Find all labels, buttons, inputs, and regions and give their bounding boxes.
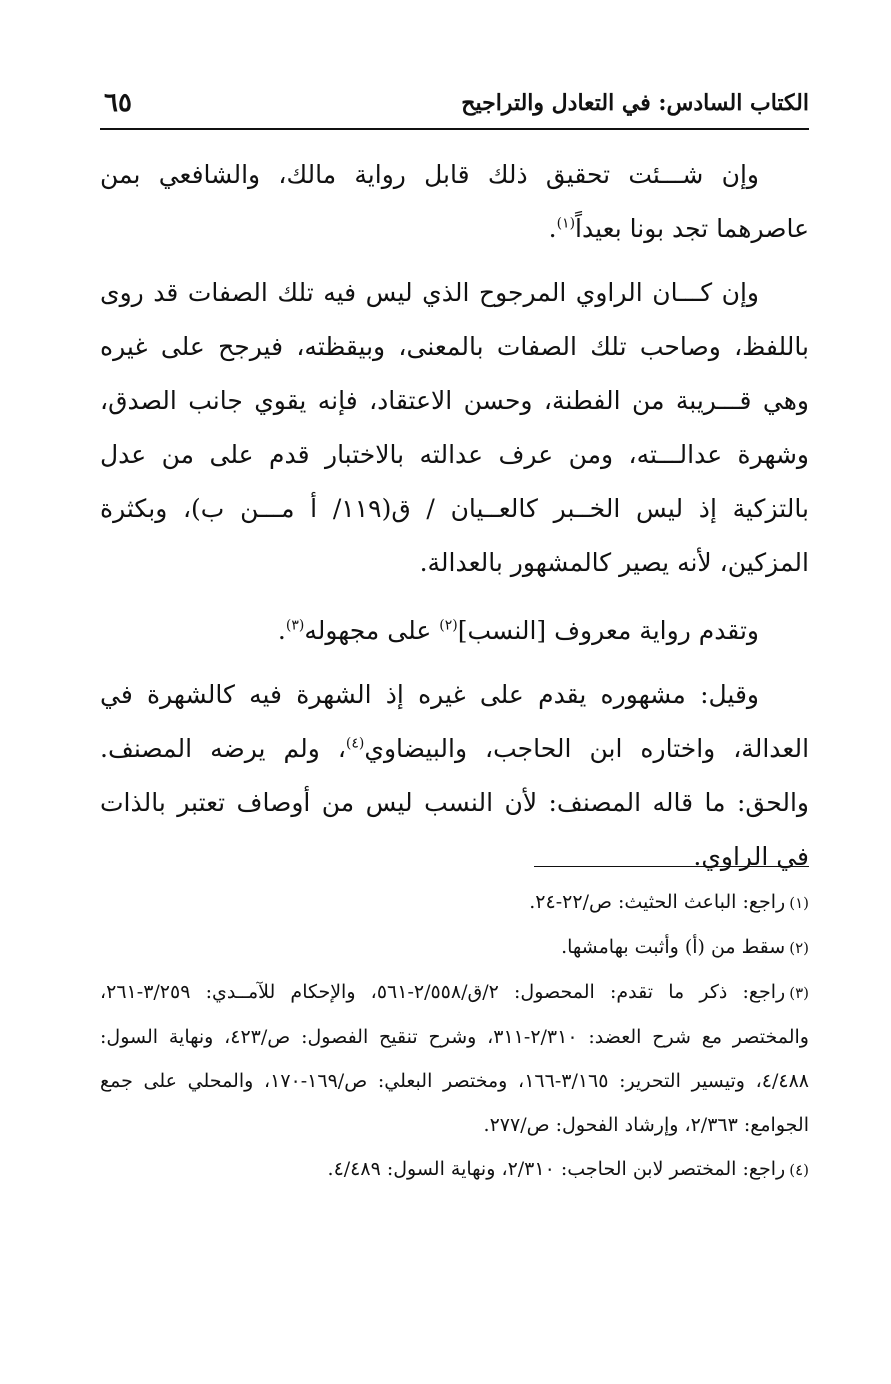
paragraph-3-tail: . (277, 616, 286, 645)
footnote-text: راجع: المختصر لابن الحاجب: ٢/٣١٠، ونهاية السول: ٤/٤٨٩. (327, 1158, 786, 1180)
footnote-text: سقط من (أ) وأثبت بهامشها. (561, 936, 786, 958)
header-title: الكتاب السادس: في التعادل والتراجيح (461, 90, 809, 116)
paragraph-3-text: وتقدم رواية معروف [النسب] (457, 616, 759, 645)
footnote-separator (534, 866, 809, 867)
footnote-1 (100, 880, 809, 925)
paragraph-2 (100, 266, 809, 590)
footnote-number: (١) (789, 894, 809, 912)
paragraph-1 (100, 148, 809, 256)
paragraph-4-tail: ، ولم يرضه المصنف. والحق: ما قاله المصنف: لأن النسب ليس من أوصاف تعتبر بالذات في الراوي. (100, 734, 809, 871)
footnote-4 (100, 1147, 809, 1192)
paragraph-3 (100, 604, 809, 658)
paragraph-1-text: وإن شـــئت تحقيق ذلك قابل رواية مالك، والشافعي بمن عاصرهما تجد بونا بعيداً (100, 160, 809, 243)
paragraph-3-mid: على مجهوله (304, 616, 440, 645)
paragraph-4-text: وقيل: مشهوره يقدم على غيره إذ الشهرة فيه كالشهرة في العدالة، واختاره ابن الحاجب، والبيضاوي (100, 680, 810, 763)
footnote-text: راجع: الباعث الحثيث: ص/٢٢-٢٤. (529, 891, 786, 913)
page-number: ٦٥ (104, 88, 132, 118)
footnote-ref-4: (٤) (345, 735, 365, 752)
body-text (100, 148, 809, 894)
running-header (100, 88, 809, 130)
footnote-ref-1: (١) (556, 215, 576, 232)
footnote-2 (100, 925, 809, 970)
paragraph-1-tail: . (548, 214, 557, 243)
paragraph-2-text: وإن كـــان الراوي المرجوح الذي ليس فيه تلك الصفات قد روى باللفظ، وصاحب تلك الصفات بالمعنى، وبيقظته، فيرجح على غيره وهي قـــريبة من الفطنة، وحسن الاعتقاد، فإنه يقوي جانب الصدق، وشهرة عدالـــته، ومن عرف عدالته بالاختبار قدم على من عدل بالتزكية إذ ليس الخــبر كالعــيان / ق(١١٩/ أ مـــن ب)، وبكثرة المزكين، لأنه يصير كالمشهور بالعدالة. (100, 278, 809, 577)
footnote-number: (٤) (789, 1161, 809, 1179)
paragraph-4 (100, 668, 809, 884)
footnotes (100, 880, 809, 1192)
footnote-number: (٣) (789, 984, 809, 1002)
footnote-number: (٢) (789, 939, 809, 957)
footnote-text: راجع: ذكر ما تقدم: المحصول: ٢/ق/٢/٥٥٨-٥٦١، والإحكام للآمــدي: ٣/٢٥٩-٢٦١، والمختصر مع شرح العضد: ٢/٣١٠-٣١١، وشرح تنقيح الفصول: ص/٤٢٣، ونهاية السول: ٤/٤٨٨، وتيسير التحرير: ٣/١٦٥-١٦٦، ومختصر البعلي: ص/١٦٩-١٧٠، والمحلي على جمع الجوامع: ٢/٣٦٣، وإرشاد الفحول: ص/٢٧٧. (100, 981, 809, 1136)
footnote-ref-3: (٣) (285, 617, 305, 634)
footnote-ref-2: (٢) (439, 617, 458, 634)
footnote-3 (100, 970, 809, 1147)
